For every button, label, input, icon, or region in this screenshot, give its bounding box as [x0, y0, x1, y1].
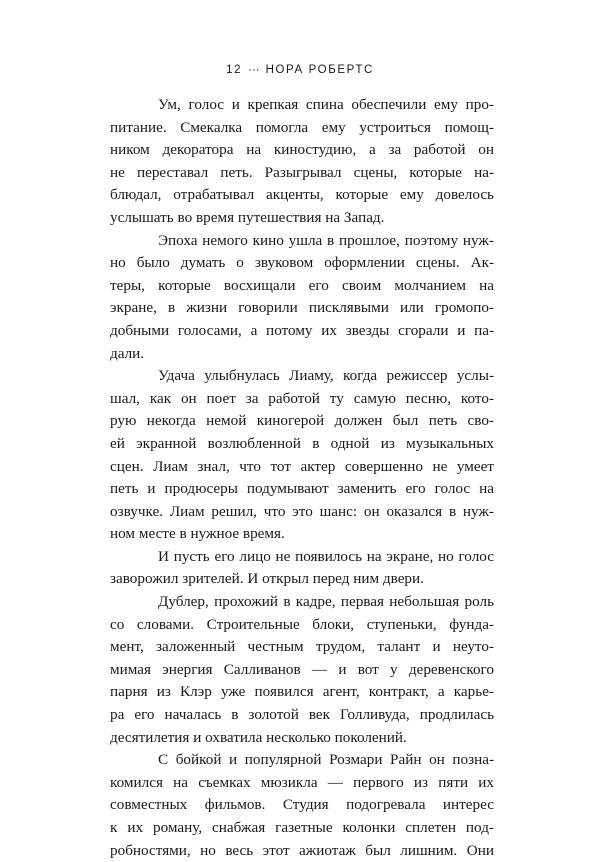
- text-line: робностями, но весь этот ажиотаж был лишним. Они: [110, 841, 494, 859]
- text-line: шал, как он поет за работой ту самую песню, кото-: [110, 389, 494, 407]
- text-line: заворожил зрителей. И открыл перед ним двери.: [110, 570, 424, 588]
- text-line: комился на съемках мюзикла — первого из пяти их: [110, 773, 494, 791]
- text-line: блюдал, отрабатывал акценты, которые ему довелось: [110, 186, 494, 204]
- text-line: парня из Клэр уже появился агент, контракт, а карье-: [110, 683, 494, 701]
- text-line: теры, которые восхищали его своим молчанием на: [110, 276, 494, 294]
- text-line: ра его началась в золотой век Голливуда, продлилась: [110, 706, 494, 724]
- page-number: 12: [226, 64, 243, 76]
- paragraph: [110, 591, 494, 749]
- text-line: рую некогда немой киногерой должен был петь сво-: [110, 412, 494, 430]
- header-separator: ···: [248, 64, 260, 76]
- text-line: Дублер, прохожий в кадре, первая небольшая роль: [158, 593, 494, 611]
- text-line: Эпоха немого кино ушла в прошлое, поэтому нуж-: [158, 231, 494, 249]
- text-line: но было думать о звуковом оформлении сцены. Ак-: [110, 254, 494, 272]
- text-line: ником декоратора на киностудию, а за работой он: [110, 141, 494, 159]
- text-line: С бойкой и популярной Розмари Райн он позна-: [158, 751, 494, 769]
- text-line: мимая энергия Салливанов — и вот у деревенского: [110, 660, 494, 678]
- paragraph: [110, 230, 494, 366]
- text-line: к их роману, снабжая газетные колонки сплетен под-: [110, 819, 494, 836]
- text-line: И пусть его лицо не появилось на экране, но голос: [158, 547, 494, 565]
- text-line: со словами. Строительные блоки, ступеньки, фунда-: [110, 615, 494, 633]
- text-line: сцен. Лиам знал, что тот актер совершенно не умеет: [110, 457, 494, 475]
- text-line: мент, заложенный честным трудом, талант и неуто-: [110, 638, 494, 656]
- text-line: петь и продюсеры подумывают заменить его голос на: [110, 480, 494, 498]
- text-line: Ум, голос и крепкая спина обеспечили ему про-: [158, 96, 494, 113]
- body-text: [110, 94, 494, 862]
- paragraph: [110, 94, 494, 230]
- text-line: добными голосами, а потому их звезды сгорали и па-: [110, 321, 494, 339]
- text-line: озвучке. Лиам решил, что это шанс: он оказался в нуж-: [110, 502, 494, 520]
- paragraph: [110, 749, 494, 862]
- paragraph: [110, 546, 494, 591]
- author-name: НОРА РОБЕРТС: [265, 64, 374, 76]
- text-line: дали.: [110, 344, 145, 362]
- text-line: питание. Смекалка помогла ему устроиться помощ-: [110, 118, 494, 136]
- text-line: экране, в жизни говорили писклявыми или громопо-: [110, 299, 494, 317]
- text-line: ей экранной возлюбленной в одной из музыкальных: [110, 434, 494, 452]
- paragraph: [110, 365, 494, 546]
- running-head: [0, 64, 600, 76]
- text-line: совместных фильмов. Студия подогревала интерес: [110, 796, 494, 814]
- text-line: ном месте в нужное время.: [110, 525, 285, 543]
- text-line: десятилетия и охватила несколько поколений.: [110, 728, 407, 746]
- text-line: Удача улыбнулась Лиаму, когда режиссер услы-: [158, 367, 494, 385]
- text-line: услышать во время путешествия на Запад.: [110, 208, 385, 226]
- text-line: не переставал петь. Разыгрывал сцены, которые на-: [110, 163, 494, 181]
